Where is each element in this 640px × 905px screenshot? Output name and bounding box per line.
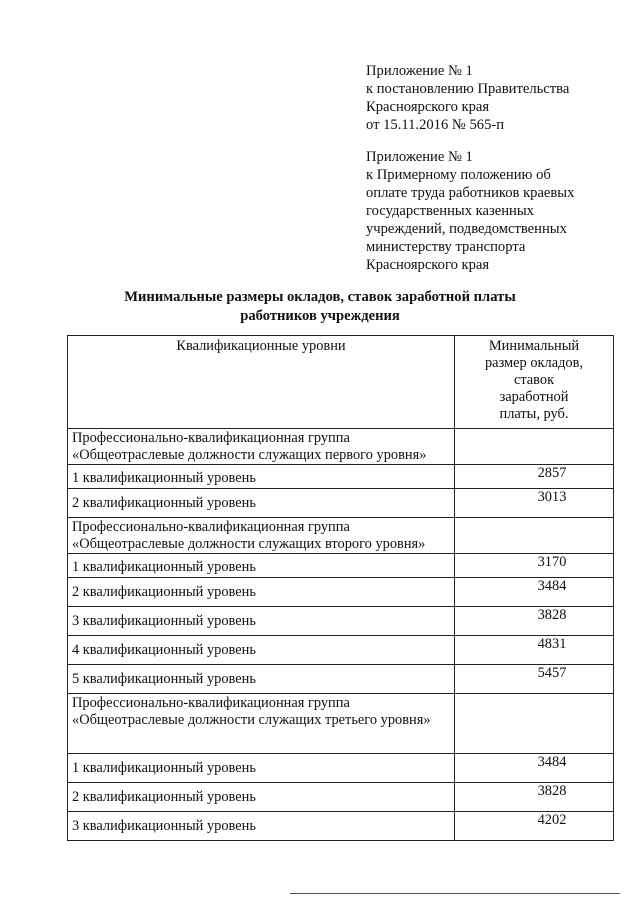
table-row <box>68 489 614 518</box>
level-label: 2 квалификационный уровень <box>68 578 455 607</box>
group-name-line: «Общеотраслевые должности служащих первого уровня» <box>72 447 427 463</box>
salary-table <box>67 335 614 841</box>
document-title-line: Минимальные размеры окладов, ставок заработной платы <box>124 289 516 305</box>
header-line: платы, руб. <box>499 406 569 422</box>
level-value: 3484 <box>455 578 614 607</box>
table-row <box>68 783 614 812</box>
page-bottom-divider <box>290 893 620 894</box>
level-label: 3 квалификационный уровень <box>68 607 455 636</box>
appendix-note-line: государственных казенных <box>366 203 534 219</box>
header-minimum-salary <box>455 336 614 429</box>
appendix-note-line: Красноярского края <box>366 257 490 273</box>
level-label: 1 квалификационный уровень <box>68 554 455 578</box>
table-row <box>68 554 614 578</box>
level-value: 2857 <box>455 465 614 489</box>
level-label: 2 квалификационный уровень <box>68 489 455 518</box>
table-row <box>68 636 614 665</box>
table-row <box>68 465 614 489</box>
group-name <box>68 429 455 465</box>
group-row <box>68 429 614 465</box>
group-name <box>68 518 455 554</box>
level-label: 1 квалификационный уровень <box>68 465 455 489</box>
document-title <box>0 288 640 326</box>
header-line: заработной <box>499 389 569 405</box>
level-value: 4831 <box>455 636 614 665</box>
header-line: Минимальный <box>488 338 580 354</box>
appendix-note-decree <box>366 62 569 134</box>
level-value: 4202 <box>455 812 614 841</box>
group-name-line: Профессионально-квалификационная группа <box>72 695 350 711</box>
group-name-line: «Общеотраслевые должности служащих третьего уровня» <box>72 712 431 728</box>
level-value: 3828 <box>455 607 614 636</box>
header-line: размер окладов, <box>484 355 583 371</box>
table-header-row <box>68 336 614 429</box>
document-title-line: работников учреждения <box>240 308 400 324</box>
group-name-line: Профессионально-квалификационная группа <box>72 430 350 446</box>
table-row <box>68 607 614 636</box>
level-value: 3170 <box>455 554 614 578</box>
level-label: 2 квалификационный уровень <box>68 783 455 812</box>
appendix-note-line: оплате труда работников краевых <box>366 185 575 201</box>
group-name <box>68 694 455 754</box>
table-row <box>68 665 614 694</box>
table-row <box>68 578 614 607</box>
level-label: 3 квалификационный уровень <box>68 812 455 841</box>
group-name-line: Профессионально-квалификационная группа <box>72 519 350 535</box>
appendix-note-regulation <box>366 148 574 274</box>
appendix-note-line: Приложение № 1 <box>366 149 473 165</box>
level-label: 1 квалификационный уровень <box>68 754 455 783</box>
level-value: 5457 <box>455 665 614 694</box>
appendix-note-line: учреждений, подведомственных <box>366 221 567 237</box>
table-row <box>68 812 614 841</box>
level-value: 3828 <box>455 783 614 812</box>
level-label: 5 квалификационный уровень <box>68 665 455 694</box>
group-row <box>68 694 614 754</box>
level-value: 3484 <box>455 754 614 783</box>
header-line: ставок <box>513 372 555 388</box>
appendix-note-line: от 15.11.2016 № 565-п <box>366 117 505 133</box>
appendix-note-line: к Примерному положению об <box>366 167 551 183</box>
level-value: 3013 <box>455 489 614 518</box>
table-row <box>68 754 614 783</box>
appendix-note-line: к постановлению Правительства <box>366 81 570 97</box>
appendix-note-line: Красноярского края <box>366 99 490 115</box>
group-value-empty <box>455 518 614 554</box>
appendix-note-line: министерству транспорта <box>366 239 526 255</box>
appendix-note-line: Приложение № 1 <box>366 63 473 79</box>
group-value-empty <box>455 429 614 465</box>
group-value-empty <box>455 694 614 754</box>
header-qualification-levels: Квалификационные уровни <box>68 336 455 429</box>
group-row <box>68 518 614 554</box>
level-label: 4 квалификационный уровень <box>68 636 455 665</box>
group-name-line: «Общеотраслевые должности служащих второго уровня» <box>72 536 426 552</box>
